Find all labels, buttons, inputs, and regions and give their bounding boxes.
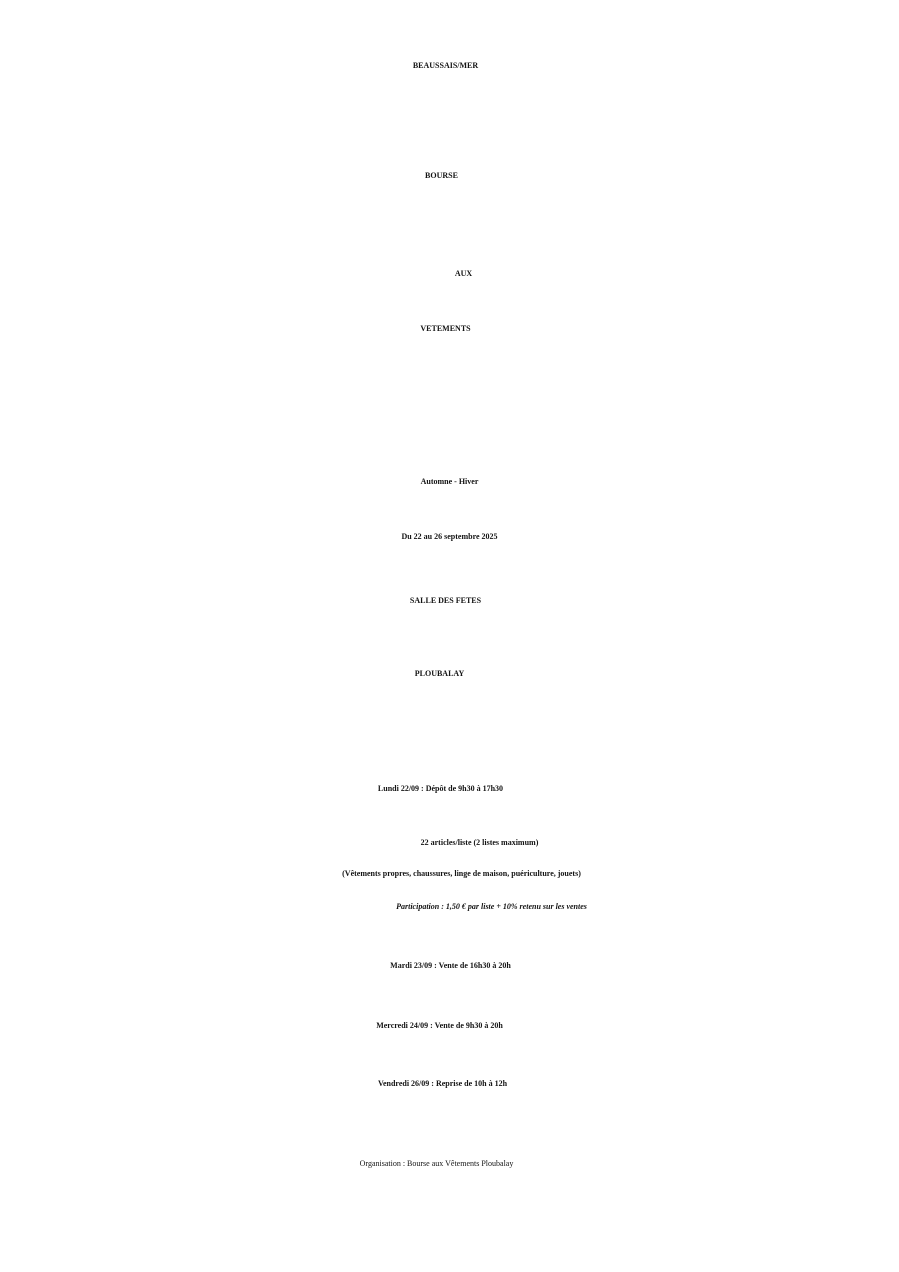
deposit-schedule: Lundi 22/09 : Dépôt de 9h30 à 17h30 [377, 784, 504, 793]
town-heading: BEAUSSAIS/MER [412, 61, 479, 70]
title-aux: AUX [454, 269, 473, 278]
deposit-note-fee: Participation : 1,50 € par liste + 10% retenu sur les ventes [396, 902, 587, 911]
sale-schedule-tuesday: Mardi 23/09 : Vente de 16h30 à 20h [390, 961, 511, 970]
event-city: PLOUBALAY [414, 669, 465, 678]
title-vetements: VETEMENTS [420, 324, 471, 333]
title-bourse: BOURSE [425, 171, 458, 180]
season-label: Automne - Hiver [420, 477, 479, 486]
deposit-note-items: (Vêtements propres, chaussures, linge de maison, puériculture, jouets) [342, 869, 581, 878]
event-venue: SALLE DES FETES [409, 596, 482, 605]
organizer-credit: Organisation : Bourse aux Vêtements Ploubalay [359, 1159, 514, 1168]
event-dates: Du 22 au 26 septembre 2025 [401, 532, 498, 541]
deposit-note-articles: 22 articles/liste (2 listes maximum) [420, 838, 539, 847]
sale-schedule-wednesday: Mercredi 24/09 : Vente de 9h30 à 20h [376, 1021, 503, 1030]
pickup-schedule: Vendredi 26/09 : Reprise de 10h à 12h [377, 1079, 508, 1088]
